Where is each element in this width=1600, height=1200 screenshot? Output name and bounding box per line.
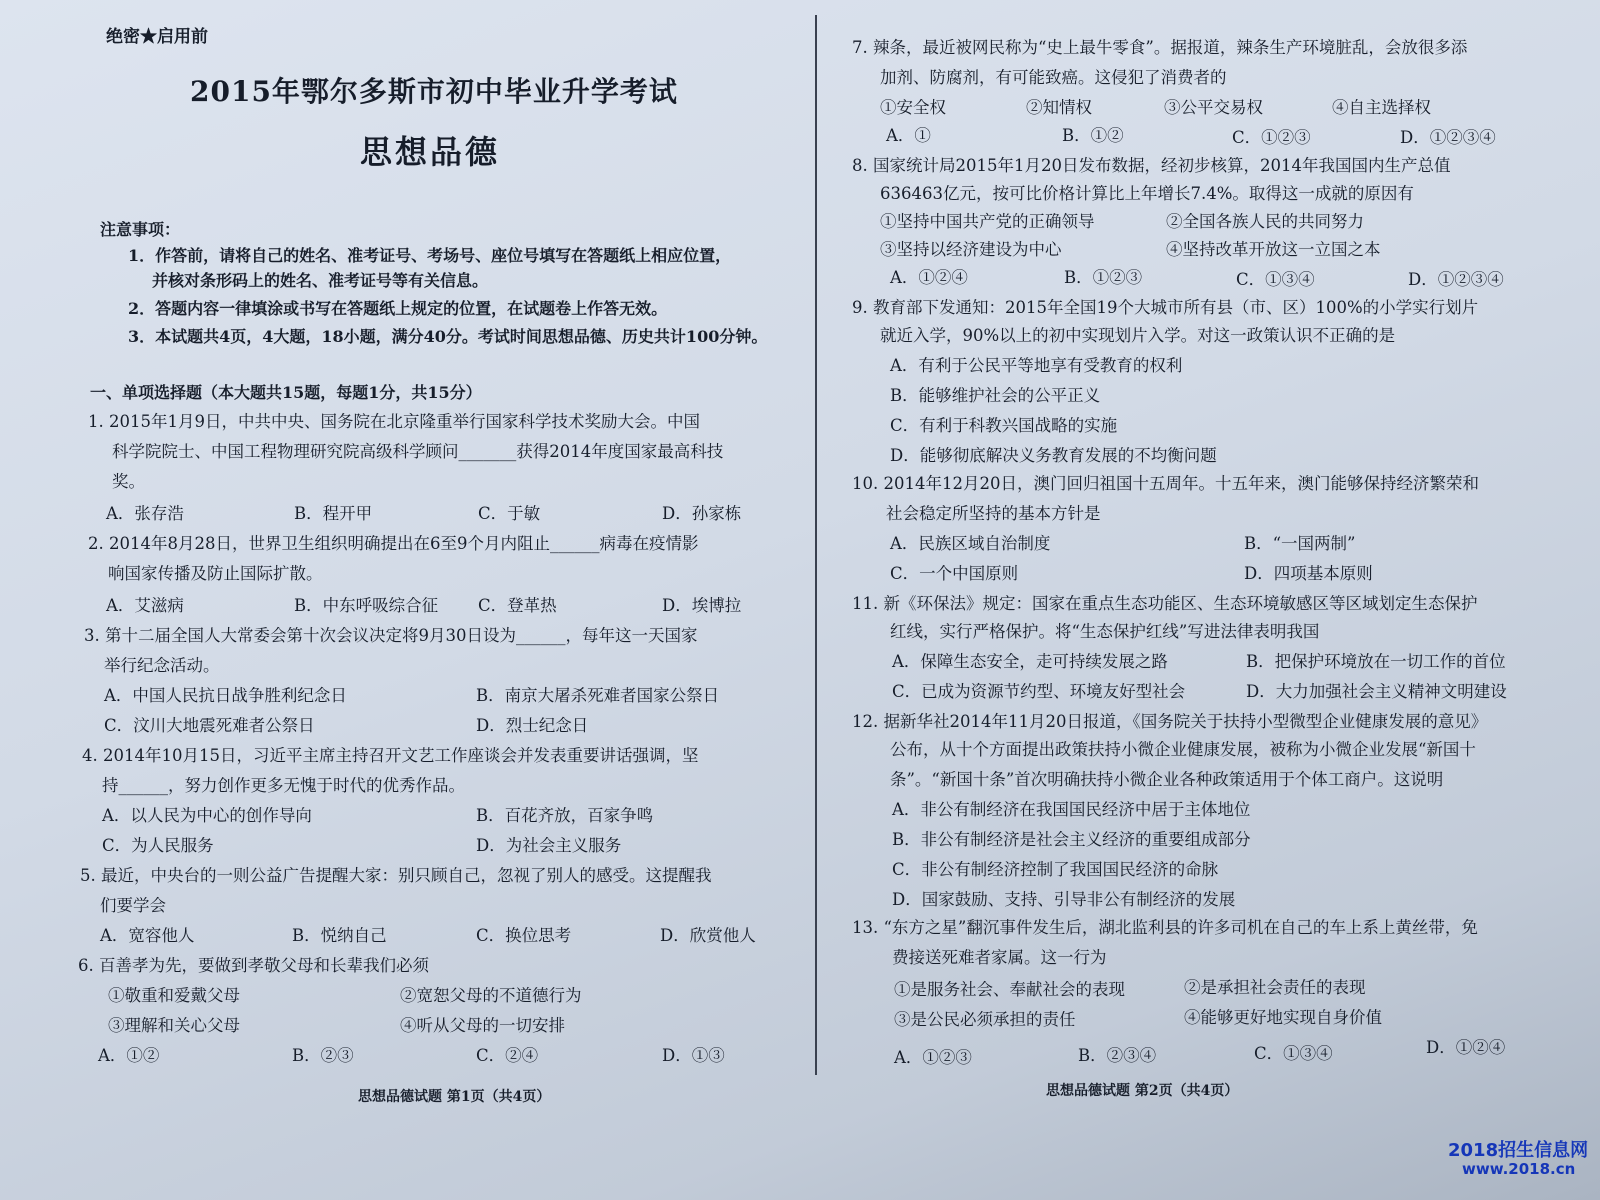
- option: D．①②③④: [1408, 270, 1504, 289]
- confidential-label: 绝密★启用前: [106, 27, 208, 47]
- option: B．非公有制经济是社会主义经济的重要组成部分: [892, 830, 1251, 849]
- option: ①是服务社会、奉献社会的表现: [894, 980, 1125, 999]
- question-line: 6. 百善孝为先，要做到孝敬父母和长辈我们必须: [78, 956, 429, 975]
- option: C．有利于科教兴国战略的实施: [890, 416, 1118, 435]
- option: D．国家鼓励、支持、引导非公有制经济的发展: [892, 890, 1236, 909]
- option: B．程开甲: [294, 504, 373, 523]
- option: A．①②: [98, 1046, 160, 1065]
- question-line: 科学院院士、中国工程物理研究院高级科学顾问_______获得2014年度国家最高科技: [112, 442, 724, 461]
- option: C．非公有制经济控制了我国国民经济的命脉: [892, 860, 1219, 879]
- option: ③公平交易权: [1164, 98, 1263, 117]
- subject-title: 思想品德: [360, 133, 501, 171]
- option: D．①②③④: [1400, 128, 1496, 147]
- page-footer: 思想品德试题 第2页（共4页）: [1046, 1083, 1239, 1099]
- exam-title: 2015年鄂尔多斯市初中毕业升学考试: [190, 75, 678, 108]
- question-line: 举行纪念活动。: [104, 656, 220, 675]
- section-heading: 一、单项选择题（本大题共15题，每题1分，共15分）: [90, 383, 482, 402]
- option: B．百花齐放，百家争鸣: [476, 806, 654, 825]
- option: D．①③: [662, 1046, 725, 1065]
- option: D．四项基本原则: [1244, 564, 1373, 583]
- option: A．非公有制经济在我国国民经济中居于主体地位: [892, 800, 1251, 819]
- option: A．中国人民抗日战争胜利纪念日: [104, 686, 347, 705]
- option: C．汶川大地震死难者公祭日: [104, 716, 315, 735]
- option: B．悦纳自己: [292, 926, 387, 945]
- option: ③理解和关心父母: [108, 1016, 240, 1035]
- watermark-site-name: 2018招生信息网: [1448, 1140, 1589, 1161]
- note-item: 并核对条形码上的姓名、准考证号等有关信息。: [152, 271, 489, 290]
- option: C．②④: [476, 1046, 539, 1065]
- option: B．中东呼吸综合征: [294, 596, 439, 615]
- option: ②宽恕父母的不道德行为: [400, 986, 582, 1005]
- option: ③坚持以经济建设为中心: [880, 240, 1062, 259]
- option: A．民族区域自治制度: [890, 534, 1051, 553]
- option: A．以人民为中心的创作导向: [102, 806, 312, 825]
- question-line: 奖。: [112, 472, 145, 491]
- option: B．①②③: [1064, 268, 1143, 287]
- question-line: 条”。“新国十条”首次明确扶持小微企业各种政策适用于个体工商户。这说明: [890, 770, 1444, 789]
- option: ②是承担社会责任的表现: [1184, 978, 1366, 997]
- watermark-url: www.2018.cn: [1462, 1160, 1576, 1178]
- option: D．埃博拉: [662, 596, 742, 615]
- note-item: 1．作答前，请将自己的姓名、准考证号、考场号、座位号填写在答题纸上相应位置，: [128, 246, 732, 265]
- option: D．为社会主义服务: [476, 836, 622, 855]
- question-line: 就近入学，90%以上的初中实现划片入学。对这一政策认识不正确的是: [880, 326, 1396, 345]
- question-line: 2. 2014年8月28日，世界卫生组织明确提出在6至9个月内阻止______病毒在疫情影: [88, 534, 699, 553]
- question-line: 们要学会: [100, 896, 166, 915]
- option: ④听从父母的一切安排: [400, 1016, 565, 1035]
- option: ④自主选择权: [1332, 98, 1431, 117]
- option: B．②③④: [1078, 1046, 1157, 1065]
- option: C．为人民服务: [102, 836, 214, 855]
- option: B．能够维护社会的公平正义: [890, 386, 1101, 405]
- question-line: 636463亿元，按可比价格计算比上年增长7.4%。取得这一成就的原因有: [880, 184, 1414, 203]
- question-line: 8. 国家统计局2015年1月20日发布数据，经初步核算，2014年我国国内生产总值: [852, 156, 1451, 175]
- option: C．①③④: [1236, 270, 1315, 289]
- question-line: 1. 2015年1月9日，中共中央、国务院在北京隆重举行国家科学技术奖励大会。中国: [88, 412, 700, 431]
- option: C．登革热: [478, 596, 557, 615]
- question-line: 7. 辣条，最近被网民称为“史上最牛零食”。据报道，辣条生产环境脏乱，会放很多添: [852, 38, 1468, 57]
- note-item: 3．本试题共4页，4大题，18小题，满分40分。考试时间思想品德、历史共计100分钟。: [128, 327, 768, 346]
- option: C．①③④: [1254, 1044, 1333, 1063]
- note-item: 2．答题内容一律填涂或书写在答题纸上规定的位置，在试题卷上作答无效。: [128, 299, 668, 318]
- column-divider: [815, 15, 817, 1075]
- option: ②知情权: [1026, 98, 1092, 117]
- question-line: 费接送死难者家属。这一行为: [892, 948, 1107, 967]
- option: ④能够更好地实现自身价值: [1184, 1008, 1382, 1027]
- question-line: 社会稳定所坚持的基本方针是: [886, 504, 1101, 523]
- option: A．①②④: [890, 268, 968, 287]
- option: A．①: [886, 126, 931, 145]
- notes-heading: 注意事项：: [100, 220, 181, 239]
- question-line: 5. 最近，中央台的一则公益广告提醒大家：别只顾自己，忽视了别人的感受。这提醒我: [80, 866, 712, 885]
- option: A．有利于公民平等地享有受教育的权利: [890, 356, 1183, 375]
- question-line: 4. 2014年10月15日，习近平主席主持召开文艺工作座谈会并发表重要讲话强调，坚: [82, 746, 699, 765]
- option: A．宽容他人: [100, 926, 195, 945]
- option: B．南京大屠杀死难者国家公祭日: [476, 686, 720, 705]
- option: ①安全权: [880, 98, 946, 117]
- option: B．把保护环境放在一切工作的首位: [1246, 652, 1506, 671]
- option: C．①②③: [1232, 128, 1311, 147]
- option: A．艾滋病: [106, 596, 184, 615]
- question-line: 加剂、防腐剂，有可能致癌。这侵犯了消费者的: [880, 68, 1227, 87]
- question-line: 红线，实行严格保护。将“生态保护红线”写进法律表明我国: [890, 622, 1320, 641]
- option: ④坚持改革开放这一立国之本: [1166, 240, 1381, 259]
- question-line: 公布，从十个方面提出政策扶持小微企业健康发展，被称为小微企业发展“新国十: [890, 740, 1476, 759]
- option: D．烈士纪念日: [476, 716, 589, 735]
- option: D．能够彻底解决义务教育发展的不均衡问题: [890, 446, 1217, 465]
- option: B．①②: [1062, 126, 1124, 145]
- option: C．于敏: [478, 504, 541, 523]
- question-line: 9. 教育部下发通知：2015年全国19个大城市所有县（市、区）100%的小学实行划片: [852, 298, 1479, 317]
- option: C．一个中国原则: [890, 564, 1019, 583]
- option: ②全国各族人民的共同努力: [1166, 212, 1364, 231]
- option: B．②③: [292, 1046, 354, 1065]
- option: A．保障生态安全，走可持续发展之路: [892, 652, 1168, 671]
- option: C．已成为资源节约型、环境友好型社会: [892, 682, 1186, 701]
- question-line: 3. 第十二届全国人大常委会第十次会议决定将9月30日设为______，每年这一天国家: [84, 626, 698, 645]
- option: B．“一国两制”: [1244, 534, 1356, 553]
- option: D．大力加强社会主义精神文明建设: [1246, 682, 1507, 701]
- page-footer: 思想品德试题 第1页（共4页）: [358, 1089, 551, 1105]
- option: C．换位思考: [476, 926, 572, 945]
- option: A．张存浩: [106, 504, 184, 523]
- question-line: 10. 2014年12月20日，澳门回归祖国十五周年。十五年来，澳门能够保持经济繁荣和: [852, 474, 1479, 493]
- option: D．①②④: [1426, 1038, 1506, 1057]
- option: ③是公民必须承担的责任: [894, 1010, 1076, 1029]
- option: ①坚持中国共产党的正确领导: [880, 212, 1095, 231]
- question-line: 12. 据新华社2014年11月20日报道，《国务院关于扶持小型微型企业健康发展的意见》: [852, 712, 1488, 731]
- option: D．欣赏他人: [660, 926, 756, 945]
- question-line: 13. “东方之星”翻沉事件发生后，湖北监利县的许多司机在自己的车上系上黄丝带，免: [852, 918, 1478, 937]
- option: D．孙家栋: [662, 504, 742, 523]
- question-line: 11. 新《环保法》规定：国家在重点生态功能区、生态环境敏感区等区域划定生态保护: [852, 594, 1478, 613]
- question-line: 持______，努力创作更多无愧于时代的优秀作品。: [102, 776, 465, 795]
- option: A．①②③: [894, 1048, 972, 1067]
- option: ①敬重和爱戴父母: [108, 986, 240, 1005]
- question-line: 响国家传播及防止国际扩散。: [108, 564, 323, 583]
